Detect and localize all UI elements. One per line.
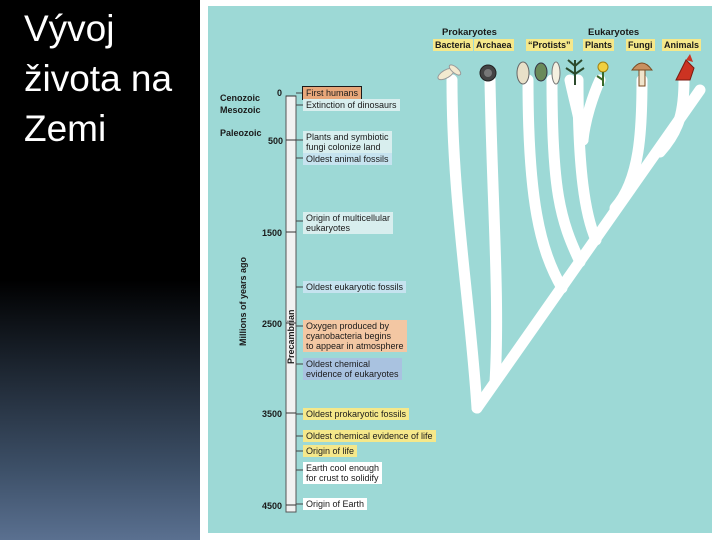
group-protists: “Protists” — [528, 40, 571, 50]
group-animals: Animals — [664, 40, 700, 50]
precambrian-label: Precambrian — [286, 309, 296, 364]
group-bacteria: Bacteria — [435, 40, 471, 50]
tick-1500: 1500 — [262, 228, 283, 238]
event-origin-of-life: Origin of life — [303, 445, 357, 457]
tick-3500: 3500 — [262, 409, 283, 419]
eukaryotes-header: Eukaryotes — [588, 27, 640, 38]
tick-0: 0 — [277, 88, 283, 98]
event-chemical-evidence-life: Oldest chemical evidence of life — [303, 430, 436, 442]
era-paleozoic: Paleozoic — [220, 128, 262, 138]
event-plants-colonize-land: Plants and symbiotic fungi colonize land — [303, 131, 392, 153]
tick-4500: 4500 — [262, 501, 283, 511]
y-axis-title: Millions of years ago — [238, 256, 248, 346]
event-extinction-dinosaurs: Extinction of dinosaurs — [303, 99, 400, 111]
protist-oval-icon — [535, 63, 547, 81]
group-plants: Plants — [585, 40, 613, 50]
event-oldest-prokaryotic-fossils: Oldest prokaryotic fossils — [303, 408, 409, 420]
era-cenozoic: Cenozoic — [220, 93, 261, 103]
event-earth-crust-solidify: Earth cool enough for crust to solidify — [303, 462, 382, 484]
mushroom-icon — [632, 63, 652, 86]
protist-cell-icon — [517, 62, 529, 84]
group-fungi: Fungi — [628, 40, 653, 50]
bacteria-icon — [436, 63, 462, 82]
archaea-icon — [480, 65, 496, 81]
event-oldest-animal-fossils: Oldest animal fossils — [303, 153, 392, 165]
tick-2500: 2500 — [262, 319, 283, 329]
plant-fern-icon — [566, 60, 584, 85]
group-archaea: Archaea — [476, 40, 512, 50]
title-line-3: Zemi — [24, 108, 107, 149]
flower-icon — [597, 62, 608, 86]
seaweed-icon — [552, 62, 560, 84]
title-line-1: Vývoj — [24, 8, 115, 49]
event-oxygen-cyanobacteria: Oxygen produced by cyanobacteria begins to appear in atmosphere — [303, 320, 407, 352]
cardinal-bird-icon — [676, 54, 694, 80]
event-first-humans: First humans — [303, 87, 361, 99]
prokaryotes-header: Prokaryotes — [442, 27, 497, 38]
event-origin-of-earth: Origin of Earth — [303, 498, 367, 510]
title-line-2: života na — [24, 58, 173, 99]
event-oldest-eukaryotic-fossils: Oldest eukaryotic fossils — [303, 281, 406, 293]
era-mesozoic: Mesozoic — [220, 105, 261, 115]
event-multicellular-eukaryotes: Origin of multicellular eukaryotes — [303, 212, 393, 234]
event-chemical-evidence-eukaryotes: Oldest chemical evidence of eukaryotes — [303, 358, 402, 380]
tick-500: 500 — [268, 136, 284, 146]
